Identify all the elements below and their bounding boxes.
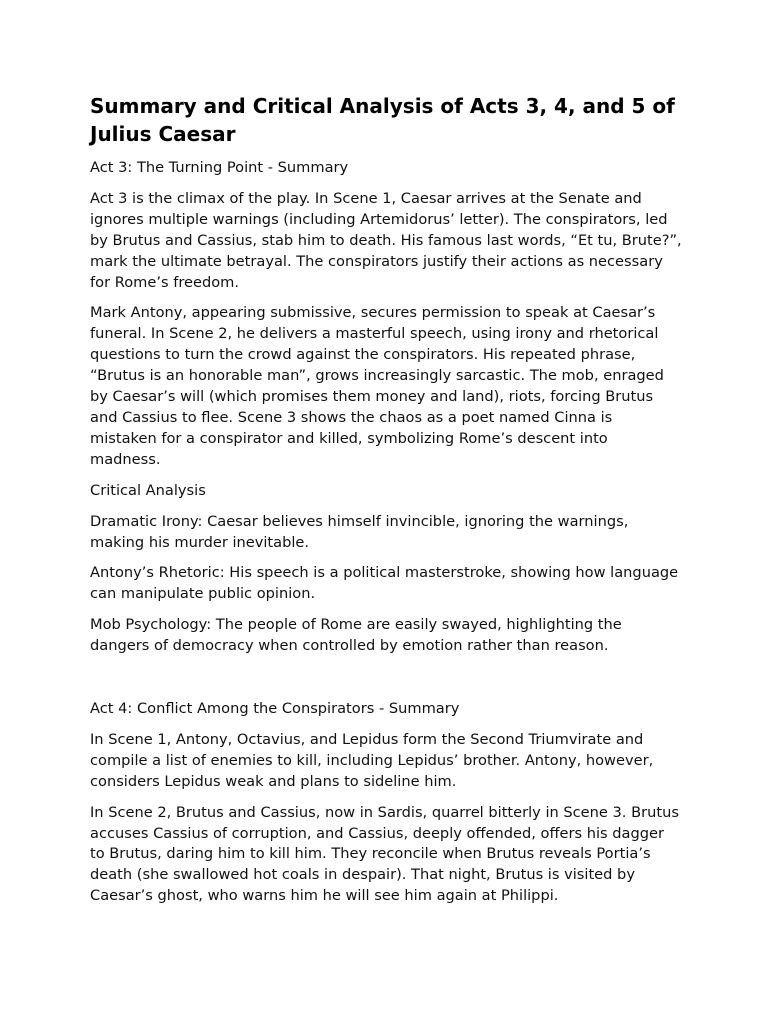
act4-paragraph-2: In Scene 2, Brutus and Cassius, now in Sardis, quarrel bitterly in Scene 3. Brutus accuses Cassius of corruption, and Cassius, deeply offended, offers his dagger to Brutus, daring him to kill him. They reconcile when Brutus reveals Portia’s death (she swallowed hot coals in despair). That night, Brutus is visited by Caesar’s ghost, who warns him he will see him again at Philippi. xyxy=(90,803,679,905)
document-title: Summary and Critical Analysis of Acts 3, 4, and 5 of Julius Caesar xyxy=(90,94,675,146)
act4-paragraph-1: In Scene 1, Antony, Octavius, and Lepidus form the Second Triumvirate and compile a list of enemies to kill, including Lepidus’ brother. Antony, however, considers Lepidus weak and plans to sideline him. xyxy=(90,730,654,790)
section-spacer xyxy=(90,667,682,699)
analysis-mob-psychology: Mob Psychology: The people of Rome are easily swayed, highlighting the dangers of democracy when controlled by emotion rather than reason. xyxy=(90,616,622,655)
document-page xyxy=(90,92,682,917)
act3-paragraph-1: Act 3 is the climax of the play. In Scene 1, Caesar arrives at the Senate and ignores multiple warnings (including Artemidorus’ letter). The conspirators, led by Brutus and Cassius, stab him to death. His famous last words, “Et tu, Brute?”, mark the ultimate betrayal. The conspirators justify their actions as necessary for Rome’s freedom. xyxy=(90,189,682,291)
act3-paragraph-2: Mark Antony, appearing submissive, secures permission to speak at Caesar’s funeral. In Scene 2, he delivers a masterful speech, using irony and rhetorical questions to turn the crowd against the conspirators. His repeated phrase, “Brutus is an honorable man”, grows increasingly sarcastic. The mob, enraged by Caesar’s will (which promises them money and land), riots, forcing Brutus and Cassius to flee. Scene 3 shows the chaos as a poet named Cinna is mistaken for a conspirator and killed, symbolizing Rome’s descent into madness. xyxy=(90,304,664,468)
act4-heading: Act 4: Conflict Among the Conspirators - Summary xyxy=(90,700,460,718)
analysis-dramatic-irony: Dramatic Irony: Caesar believes himself invincible, ignoring the warnings, making his murder inevitable. xyxy=(90,512,629,551)
critical-analysis-heading: Critical Analysis xyxy=(90,481,206,499)
act3-heading: Act 3: The Turning Point - Summary xyxy=(90,159,349,176)
analysis-antony-rhetoric: Antony’s Rhetoric: His speech is a political masterstroke, showing how language can manipulate public opinion. xyxy=(90,564,679,603)
